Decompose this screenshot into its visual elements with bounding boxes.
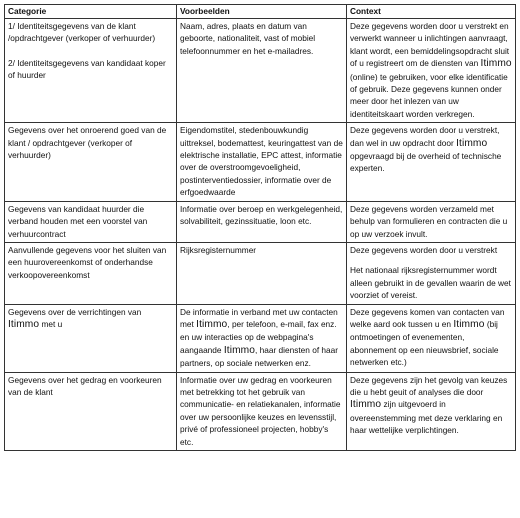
context-text: Deze gegevens worden door u verstrekt en verwerkt wanneer u inlichtingen aanvraagt, klant wordt, een bemiddelingsopdracht sluit of u registreert om de diensten van (350, 21, 510, 69)
data-categories-table (4, 4, 516, 451)
context-text: Deze gegevens zijn het gevolg van keuzes die u hebt geuit of analyses die door (350, 374, 508, 397)
table-row (5, 19, 516, 123)
context-text: zijn uitgevoerd in overeenstemming met deze verklaring en haar wettelijke verplichtingen. (350, 399, 503, 436)
category-text-client-identity: 1/ Identiteitsgegevens van de klant /opdrachtgever (verkoper of verhuurder) (8, 21, 156, 44)
header-voorbeelden: Voorbeelden (177, 5, 347, 19)
context-text: opgevraagd bij de overheid of technische experten. (350, 151, 502, 174)
category-text-candidate-identity: 2/ Identiteitsgegevens van kandidaat koper of huurder (8, 57, 166, 81)
examples-text: , haar diensten of haar partners, op sociale netwerken enz. (180, 344, 339, 369)
examples-cell (177, 304, 347, 372)
table-row (5, 372, 516, 450)
brand-name: Itimmo (456, 137, 488, 149)
context-text: Deze gegevens worden door u verstrekt, dan wel in uw opdracht door (350, 125, 500, 148)
brand-name: Itimmo (350, 399, 382, 411)
context-cell: Deze gegevens worden verzameld met behulp van formulieren en contracten die u op uw verzoek invult. (347, 201, 516, 242)
context-text: Deze gegevens komen van contacten van welke aard ook tussen u en (350, 306, 505, 329)
table-row (5, 304, 516, 372)
category-cell: Gegevens over het onroerend goed van de klant / opdrachtgever (verkoper of verhuurder) (5, 123, 177, 201)
category-cell: Gegevens over het gedrag en voorkeuren van de klant (5, 372, 177, 450)
examples-text: , per telefoon, e-mail, fax enz. en uw interacties op de webpagina's aangaande (180, 318, 337, 355)
context-cell (347, 19, 516, 123)
category-text: Gegevens over de verrichtingen van (8, 306, 142, 317)
table-row (5, 201, 516, 242)
examples-cell: Rijksregisternummer (177, 242, 347, 304)
brand-name: Itimmo (8, 318, 40, 330)
context-cell (347, 304, 516, 372)
examples-cell: Informatie over uw gedrag en voorkeuren met betrekking tot het gebruik van communicatie- en relatiekanalen, informatie over uw persoonlijke keuzes en levensstijl, privé of professioneel projecten, hobby's etc. (177, 372, 347, 450)
category-cell (5, 19, 177, 123)
category-cell (5, 304, 177, 372)
category-text: met u (41, 318, 63, 329)
brand-name: Itimmo (223, 344, 256, 356)
header-categorie: Categorie (5, 5, 177, 19)
context-text: Deze gegevens worden door u verstrekt (350, 244, 498, 255)
context-cell (347, 123, 516, 201)
examples-cell: Eigendomstitel, stedenbouwkundig uittreksel, bodemattest, keuringattest van de elektrische installatie, EPC attest, informatie over de overstroomgevoeligheid, postinterventiedossier, informatie over de erfgoedwaarde (177, 123, 347, 201)
header-context: Context (347, 5, 516, 19)
examples-cell: Naam, adres, plaats en datum van geboorte, nationaliteit, vast of mobiel telefoonnummer en het e-mailadres. (177, 19, 347, 123)
context-text: (bij ontmoetingen of evenementen, abonnement op een nieuwsbrief, sociale netwerken etc.) (350, 318, 499, 368)
brand-name: Itimmo (196, 318, 228, 330)
table-row (5, 242, 516, 304)
brand-name: Itimmo (480, 58, 512, 70)
category-cell: Gegevens van kandidaat huurder die verband houden met een voorstel van verhuurcontract (5, 201, 177, 242)
category-cell: Aanvullende gegevens voor het sluiten van een huurovereenkomst of onderhandse verkoopovereenkomst (5, 242, 177, 304)
examples-cell: Informatie over beroep en werkgelegenheid, solvabiliteit, gezinssituatie, loon etc. (177, 201, 347, 242)
context-text: (online) te gebruiken, voor elke identificatie of gebruik. Deze gegevens kunnen onder meer door het inlezen van uw identiteitskaart worden verkregen. (350, 71, 508, 119)
context-cell (347, 242, 516, 304)
brand-name: Itimmo (453, 318, 485, 330)
examples-text: De informatie in verband met uw contacten met (180, 306, 338, 329)
context-cell (347, 372, 516, 450)
table-row (5, 123, 516, 201)
table-header-row (5, 5, 516, 19)
context-text: Het nationaal rijksregisternummer wordt alleen gebruikt in de gevallen waarin de wet voorziet of vereist. (350, 265, 511, 301)
